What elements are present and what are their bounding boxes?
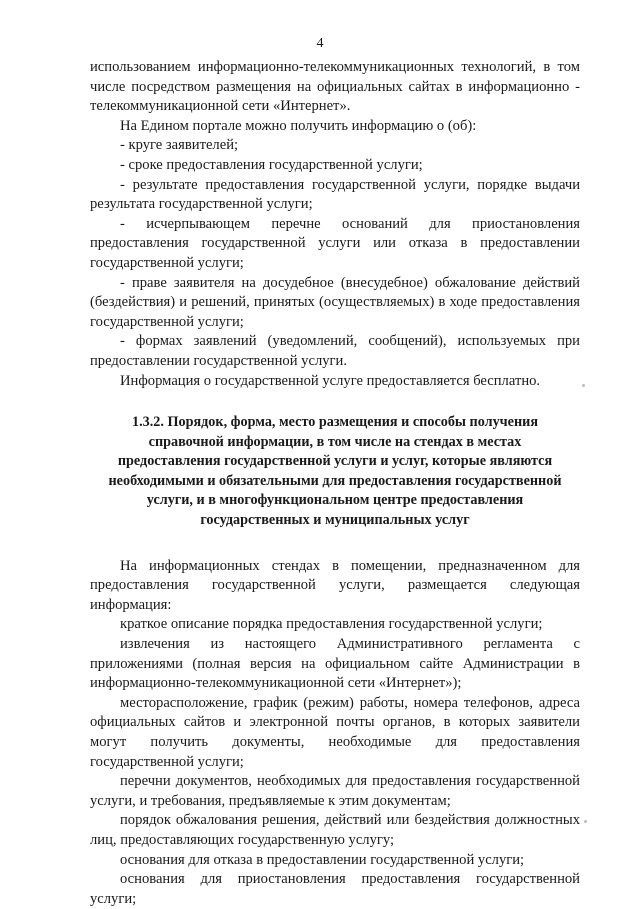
scan-speck [584,820,587,823]
paragraph: месторасположение, график (режим) работы, номера телефонов, адреса официальных сайтов и электронной почты органов, в которых заявители могут получить документы, необходимые для предоставления государственной услуги; [90,694,580,770]
paragraph: использованием информационно-телекоммуникационных технологий, в том числе посредством размещения на официальных сайтах в информационно - телекоммуникационной сети «Интернет». [90,59,580,115]
paragraph: перечни документов, необходимых для предоставления государственной услуги, и требования, предъявляемые к этим документам; [90,773,580,809]
paragraph: На Едином портале можно получить информацию о (об): [120,117,477,134]
paragraph: Информация о государственной услуге предоставляется бесплатно. [120,372,541,389]
paragraph: - сроке предоставления государственной услуги; [120,156,423,173]
section-heading: 1.3.2. Порядок, форма, место размещения и способы получения справочной информации, в том числе на стендах в местах предоставления государственной услуги и услуг, которые являются необходимыми и обязательными для предоставления государственной услуги, и в многофункциональном центре предоставления государственных и муниципальных услуг [108,414,562,529]
paragraph: основания для отказа в предоставлении государственной услуги; [120,851,525,868]
paragraph: - исчерпывающем перечне оснований для приостановления предоставления государственной услуги или отказа в предоставлении государственной услуги; [90,215,580,271]
paragraph: - формах заявлений (уведомлений, сообщений), используемых при предоставлении государственной услуги. [90,333,580,369]
paragraph: основания для приостановления предоставления государственной услуги; [90,871,580,907]
paragraph: - результате предоставления государственной услуги, порядке выдачи результата государственной услуги; [90,176,580,213]
paragraph: - праве заявителя на досудебное (внесудебное) обжалование действий (бездействия) и решений, принятых (осуществляемых) в ходе предоставления государственной услуги; [90,274,580,330]
paragraph: - круге заявителей; [120,137,239,154]
paragraph: извлечения из настоящего Административного регламента с приложениями (полная версия на официальном сайте Администрации в информационно-телекоммуникационной сети «Интернет»); [90,636,580,692]
paragraph: порядок обжалования решения, действий или бездействия должностных лиц, предоставляющих государственную услугу; [90,812,580,848]
bottom-paragraphs [90,557,580,909]
document-body [90,58,580,909]
paragraph: краткое описание порядка предоставления государственной услуги; [120,616,543,633]
page-number: 4 [316,36,324,51]
scan-speck [582,384,585,387]
paragraph: На информационных стендах в помещении, предназначенном для предоставления государственной услуги, размещается следующая информация: [90,557,580,613]
top-paragraphs [90,58,580,391]
